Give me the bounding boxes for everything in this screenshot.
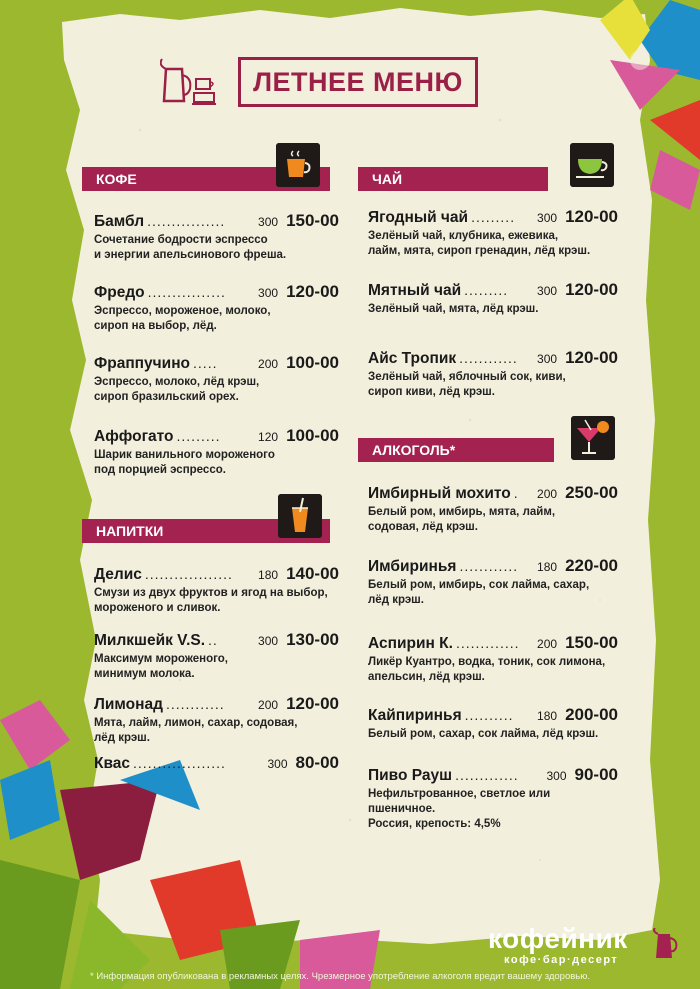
item-volume: 200 [258,698,279,712]
item-description [368,505,618,535]
item-name: Ягодный чай [368,209,469,226]
description-line: Мята, лайм, лимон, сахар, содовая, [94,717,298,729]
item-volume: 300 [258,634,279,648]
item-dots: ......... [176,428,221,444]
menu-item-berry-tea [368,207,618,259]
description-line: сироп киви, лёд крэш. [368,386,495,398]
item-dots: ................... [133,755,226,771]
description-line: содовая, лёд крэш. [368,521,478,533]
title-block [160,55,490,113]
description-line: Белый ром, сахар, сок лайма, лёд крэш. [368,728,599,740]
item-price: 120-00 [565,348,618,367]
menu-item-delis [94,564,339,616]
item-price: 220-00 [565,556,618,575]
item-volume: 300 [537,211,558,225]
item-volume: 300 [258,215,279,229]
description-line: сироп бразильский орех. [94,391,239,403]
menu-item-caipirinha [368,705,618,742]
description-line: Максимум мороженого, [94,653,228,665]
item-price: 250-00 [565,483,618,502]
item-price: 120-00 [565,280,618,299]
item-description [94,448,339,478]
menu-item-ice-tropic [368,348,618,400]
description-line: Белый ром, имбирь, мята, лайм, [368,506,556,518]
item-volume: 300 [267,757,288,771]
item-name: Пиво Рауш [368,767,453,784]
menu-item-kvass [94,753,339,773]
item-dots: .................. [144,566,233,582]
item-dots: ......... [471,209,516,225]
item-volume: 120 [258,430,279,444]
item-price: 120-00 [565,207,618,226]
menu-item-aspirin [368,633,618,685]
description-line: Смузи из двух фруктов и ягод на выбор, [94,587,328,599]
coffee-pot-icon [160,57,220,107]
description-line: и энергии апельсинового фреша. [94,249,287,261]
menu-item-mint-tea [368,280,618,317]
item-name: Квас [94,755,131,772]
menu-item-imbirinya [368,556,618,608]
section-title: КОФЕ [96,171,137,187]
item-dots: ............ [459,350,518,366]
item-volume: 180 [537,709,558,723]
item-dots: ............ [459,558,519,574]
item-dots: ............. [455,635,520,651]
item-name: Милкшейк V.S. [94,632,206,649]
item-price: 150-00 [286,211,339,230]
item-name: Аспирин К. [368,635,453,652]
brand-logo [488,924,658,974]
description-line: Шарик ванильного мороженого [94,449,275,461]
item-dots: . [513,485,519,501]
item-name: Делис [94,566,142,583]
item-name: Фраппучино [94,355,191,372]
item-volume: 300 [258,286,279,300]
item-name: Айс Тропик [368,350,457,367]
menu-item-beer-rausch [368,765,618,832]
description-line: Эспрессо, молоко, лёд крэш, [94,376,260,388]
item-price: 140-00 [286,564,339,583]
item-volume: 180 [258,568,279,582]
item-name: Имбиринья [368,558,457,575]
item-description [94,375,339,405]
description-line: сироп на выбор, лёд. [94,320,217,332]
item-dots: ................ [147,284,226,300]
item-name: Бамбл [94,213,145,230]
item-description [94,716,339,746]
menu-item-affogato [94,426,339,478]
section-title: НАПИТКИ [96,523,164,539]
tea-cup-icon [570,143,614,187]
item-description [368,787,618,832]
menu-item-lemonade [94,694,339,746]
description-line: Ликёр Куантро, водка, тоник, сок лимона, [368,656,606,668]
cocktail-glass-icon [571,416,615,460]
item-price: 120-00 [286,694,339,713]
item-name: Имбирный мохито [368,485,511,502]
section-header-tea [358,167,548,191]
item-price: 100-00 [286,426,339,445]
item-description [94,233,339,263]
item-dots: ..... [193,355,218,371]
juice-glass-icon [278,494,322,538]
item-volume: 200 [258,357,279,371]
section-title: АЛКОГОЛЬ* [372,442,456,458]
section-title: ЧАЙ [372,171,403,187]
description-line: Россия, крепость: 4,5% [368,818,501,830]
item-description [94,304,339,334]
item-dots: ............ [165,696,225,712]
item-volume: 300 [537,352,558,366]
coffee-pot-logo-icon [652,928,682,962]
menu-item-milkshake [94,630,339,682]
item-volume: 300 [537,284,558,298]
item-dots: ......... [464,282,509,298]
description-line: Нефильтрованное, светлое или пшеничное. [368,788,551,815]
item-volume: 300 [546,769,567,783]
brand-name: кофейник [488,923,628,954]
item-name: Лимонад [94,696,163,713]
item-volume: 200 [537,487,558,501]
menu-item-ginger-mojito [368,483,618,535]
item-price: 200-00 [565,705,618,724]
item-description [368,229,618,259]
item-name: Аффогато [94,428,174,445]
item-dots: .. [208,632,218,648]
section-header-alcohol [358,438,554,462]
item-dots: ............. [455,767,519,783]
item-name: Мятный чай [368,282,462,299]
description-line: лайм, мята, сироп гренадин, лёд крэш. [368,245,591,257]
item-description [368,655,618,685]
description-line: лёд крэш. [368,594,424,606]
description-line: мороженого и сливок. [94,602,221,614]
item-description [368,727,618,742]
item-price: 80-00 [295,753,339,772]
description-line: Зелёный чай, мята, лёд крэш. [368,303,539,315]
item-description [368,370,618,400]
item-price: 150-00 [565,633,618,652]
item-description [94,652,339,682]
page-title: ЛЕТНЕЕ МЕНЮ [238,57,478,107]
item-price: 120-00 [286,282,339,301]
description-line: Сочетание бодрости эспрессо [94,234,268,246]
brand-tagline: кофе·бар·десерт [504,954,619,966]
description-line: Зелёный чай, клубника, ежевика, [368,230,559,242]
item-name: Фредо [94,284,145,301]
item-description [368,302,618,317]
item-volume: 200 [537,637,558,651]
description-line: Эспрессо, мороженое, молоко, [94,305,271,317]
description-line: лёд крэш. [94,732,150,744]
item-name: Кайпиринья [368,707,462,724]
item-price: 90-00 [574,765,618,784]
description-line: Зелёный чай, яблочный сок, киви, [368,371,566,383]
coffee-cup-icon [276,143,320,187]
item-description [94,586,339,616]
description-line: минимум молока. [94,668,195,680]
menu-item-fredo [94,282,339,334]
menu-item-frappuccino [94,353,339,405]
menu-item-bambl [94,211,339,263]
description-line: Белый ром, имбирь, сок лайма, сахар, [368,579,590,591]
disclaimer: * Информация опубликована в рекламных целях. Чрезмерное употребление алкоголя вредит вашему здоровью. [90,971,591,982]
item-price: 100-00 [286,353,339,372]
item-dots: .......... [464,707,514,723]
item-volume: 180 [537,560,558,574]
description-line: под порцией эспрессо. [94,464,226,476]
item-description [368,578,618,608]
item-price: 130-00 [286,630,339,649]
description-line: апельсин, лёд крэш. [368,671,485,683]
item-dots: ................ [147,213,226,229]
